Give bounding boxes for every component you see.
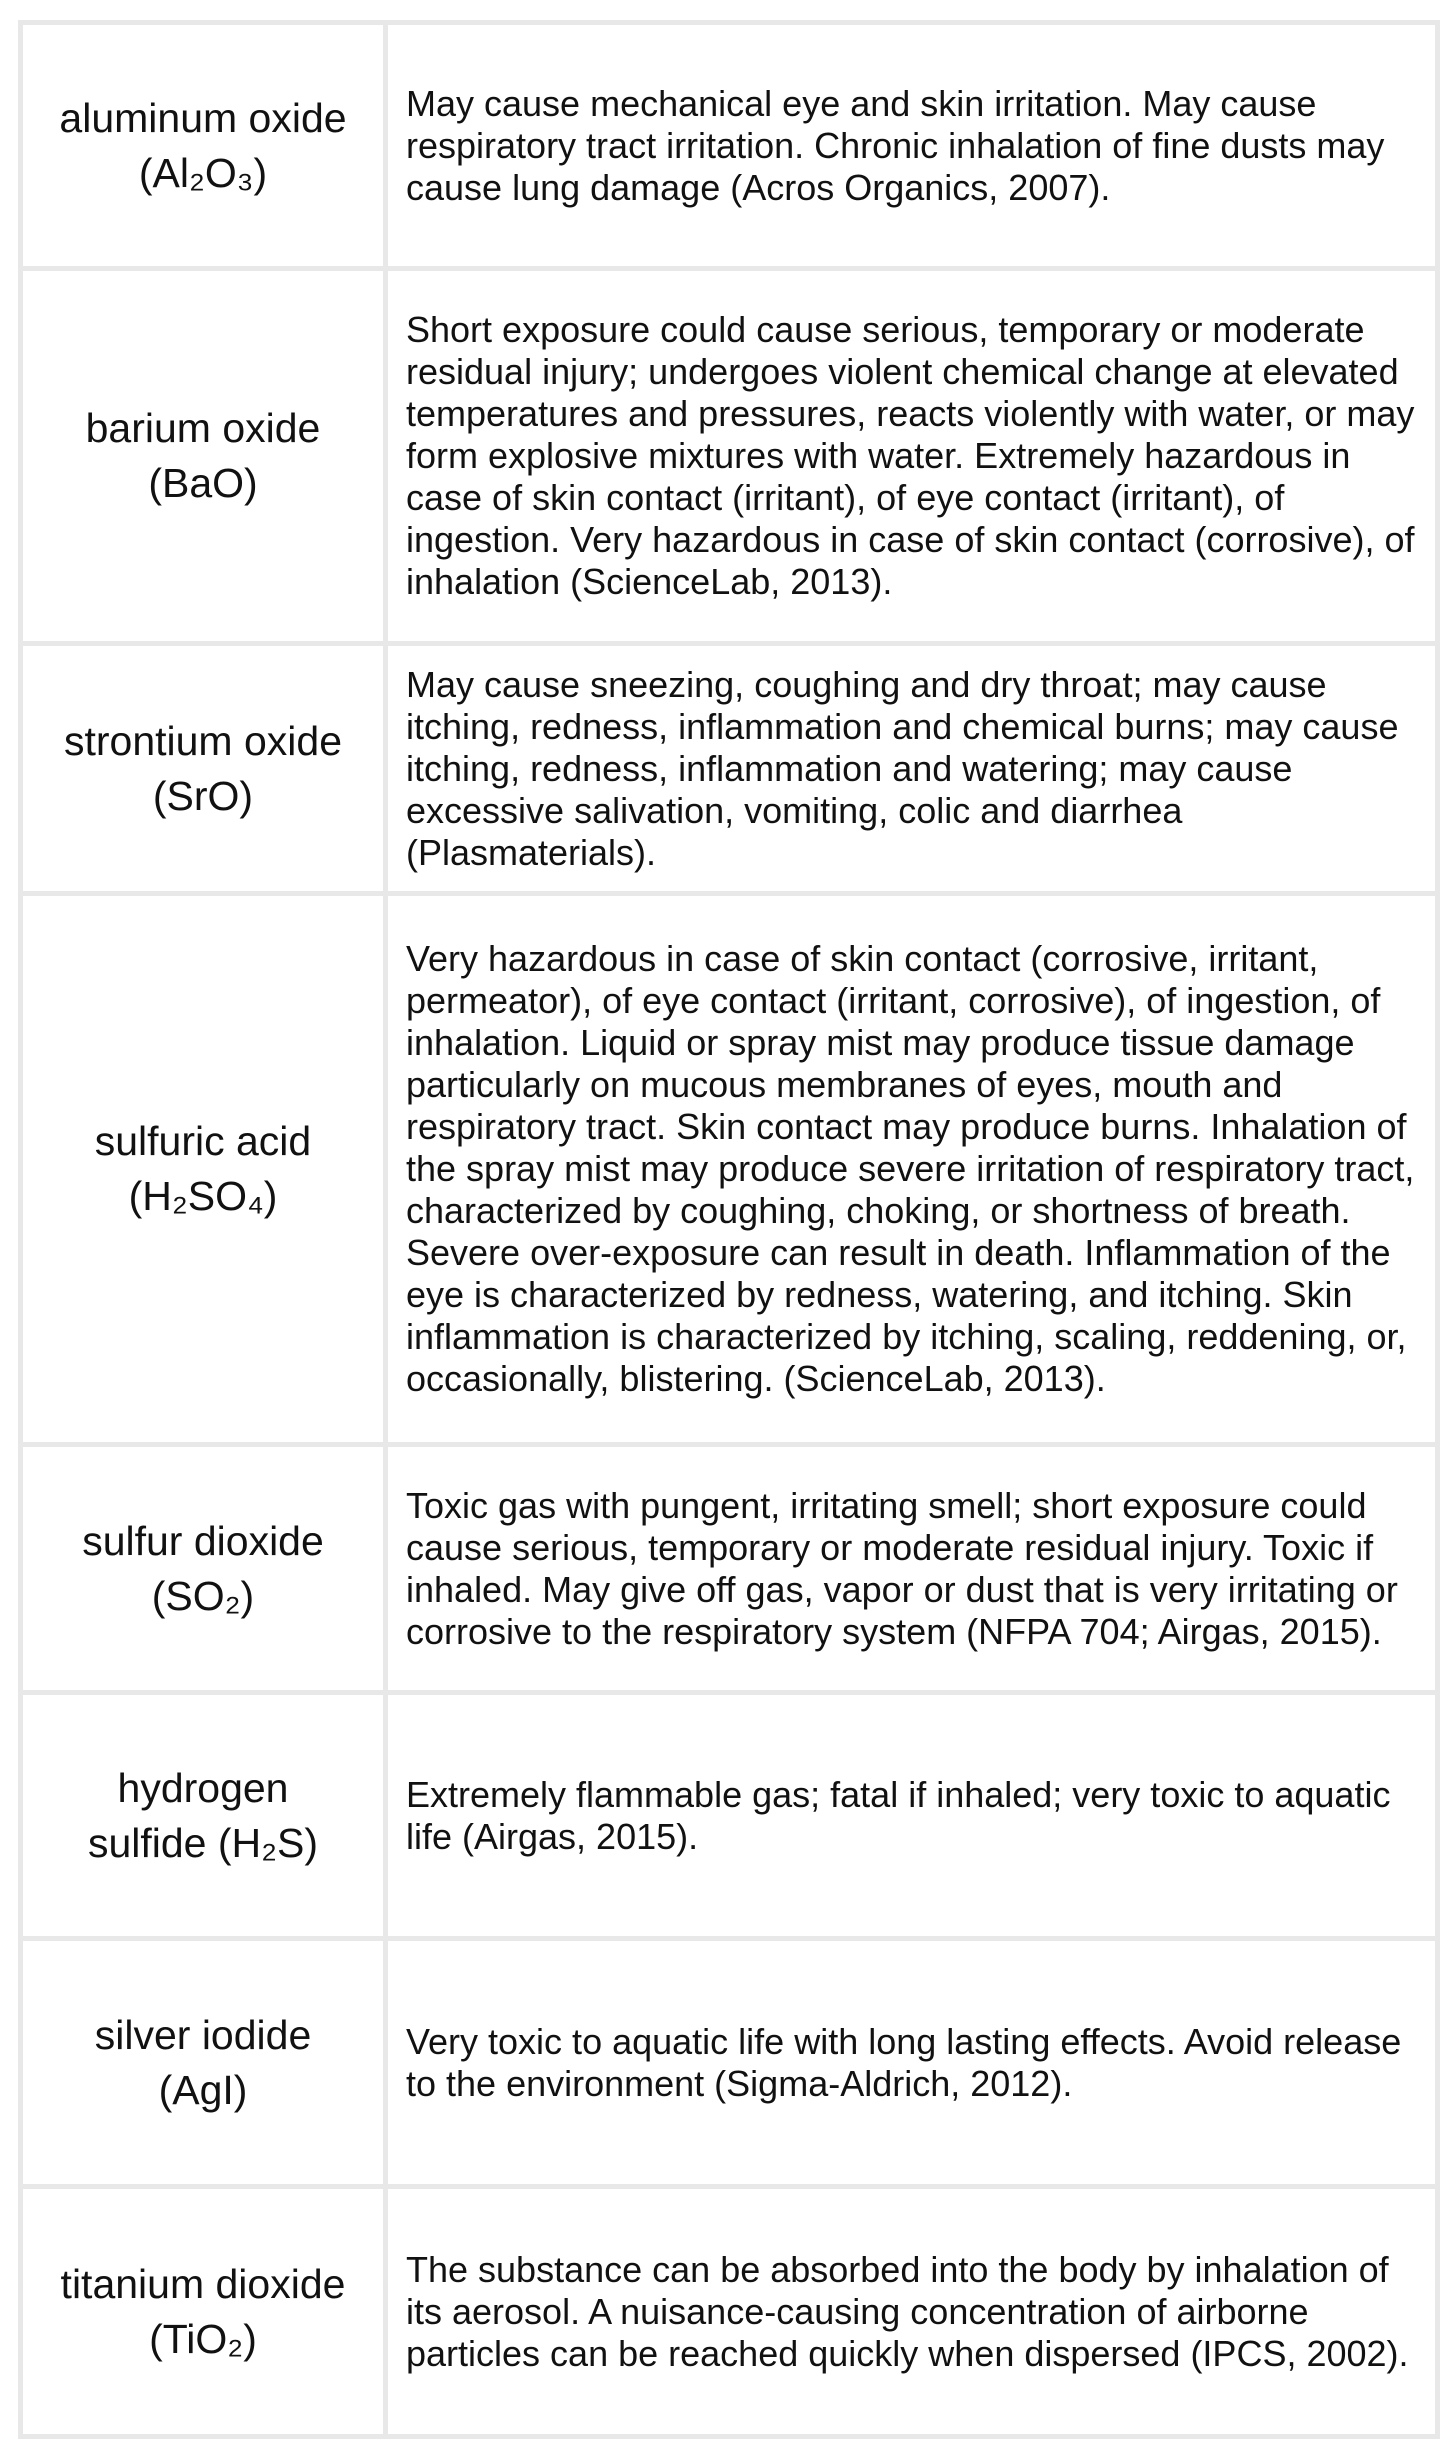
hazard-cell xyxy=(383,641,1440,896)
substance-name: barium oxide xyxy=(85,405,321,451)
substance-formula: (H₂SO₄) xyxy=(128,1173,278,1219)
substance-cell xyxy=(18,641,388,896)
substance-name: aluminum oxide xyxy=(59,94,347,141)
hazard-text: May cause sneezing, coughing and dry throat; may cause itching, redness, inflammation and chemical burns; may cause itching, redness, inflammation and watering; may cause excessive salivation, vomiting, colic and diarrhea (Plasmaterials). xyxy=(406,663,1399,873)
substance-formula: (Al₂O₃) xyxy=(138,149,268,196)
hazard-cell xyxy=(383,1690,1440,1941)
substance-name: silver iodide xyxy=(94,2011,312,2058)
hazard-cell xyxy=(383,2184,1440,2439)
substance-name: titanium dioxide xyxy=(60,2260,346,2307)
table-row xyxy=(18,2184,1440,2434)
table-row xyxy=(18,1690,1440,1936)
hazard-cell xyxy=(383,20,1440,271)
table-row xyxy=(18,266,1440,641)
substance-formula: (BaO) xyxy=(148,460,258,506)
substance-name: sulfur dioxide xyxy=(82,1517,324,1564)
hazard-text: May cause mechanical eye and skin irritation. May cause respiratory tract irritation. Chronic inhalation of fine dusts may cause lung damage (Acros Organics, 2007). xyxy=(406,82,1385,208)
hazard-text: Extremely flammable gas; fatal if inhaled; very toxic to aquatic life (Airgas, 2015). xyxy=(406,1773,1391,1857)
table-row xyxy=(18,641,1440,891)
hazard-cell xyxy=(383,1442,1440,1695)
hazard-text: Very toxic to aquatic life with long lasting effects. Avoid release to the environment (Sigma-Aldrich, 2012). xyxy=(406,2020,1402,2104)
hazard-cell xyxy=(383,891,1440,1447)
substance-formula: (SO₂) xyxy=(151,1572,255,1619)
hazard-cell xyxy=(383,1936,1440,2189)
substance-formula: (TiO₂) xyxy=(149,2315,257,2362)
table-row xyxy=(18,891,1440,1442)
hazard-text: Very hazardous in case of skin contact (corrosive, irritant, permeator), of eye contact (irritant, corrosive), of ingestion, of inhalation. Liquid or spray mist may produce tissue damage particularly on mucous membranes of eyes, mouth and respiratory tract. Skin contact may produce burns. Inhalation of the spray mist may produce severe irritation of respiratory tract, characterized by coughing, choking, or shortness of breath. Severe over-exposure can result in death. Inflammation of the eye is characterized by redness, watering, and itching. Skin inflammation is characterized by itching, scaling, reddening, or, occasionally, blistering. (ScienceLab, 2013). xyxy=(406,938,1415,1399)
substance-cell xyxy=(18,1690,388,1941)
hazard-text: Short exposure could cause serious, temporary or moderate residual injury; undergoes violent chemical change at elevated temperatures and pressures, reacts violently with water, or may form explosive mixtures with water. Extremely hazardous in case of skin contact (irritant), of eye contact (irritant), of ingestion. Very hazardous in case of skin contact (corrosive), of inhalation (ScienceLab, 2013). xyxy=(406,309,1415,602)
substance-cell xyxy=(18,1936,388,2189)
substance-cell xyxy=(18,1442,388,1695)
substance-formula: sulfide (H₂S) xyxy=(87,1819,319,1866)
substance-formula: (AgI) xyxy=(158,2066,248,2113)
substance-cell xyxy=(18,2184,388,2439)
hazard-text: The substance can be absorbed into the body by inhalation of its aerosol. A nuisance-causing concentration of airborne particles can be reached quickly when dispersed (IPCS, 2002). xyxy=(406,2248,1409,2374)
hazard-cell xyxy=(383,266,1440,646)
table-row xyxy=(18,1442,1440,1690)
substance-formula: (SrO) xyxy=(152,772,254,819)
table-row xyxy=(18,20,1440,266)
hazard-text: Toxic gas with pungent, irritating smell; short exposure could cause serious, temporary or moderate residual injury. Toxic if inhaled. May give off gas, vapor or dust that is very irritating or corrosive to the respiratory system (NFPA 704; Airgas, 2015). xyxy=(406,1484,1398,1652)
hazard-table xyxy=(18,20,1440,2434)
substance-name: hydrogen xyxy=(117,1764,289,1811)
substance-name: strontium oxide xyxy=(63,717,342,764)
substance-name: sulfuric acid xyxy=(94,1118,312,1164)
substance-cell xyxy=(18,891,388,1447)
substance-cell xyxy=(18,20,388,271)
table-row xyxy=(18,1936,1440,2184)
substance-cell xyxy=(18,266,388,646)
